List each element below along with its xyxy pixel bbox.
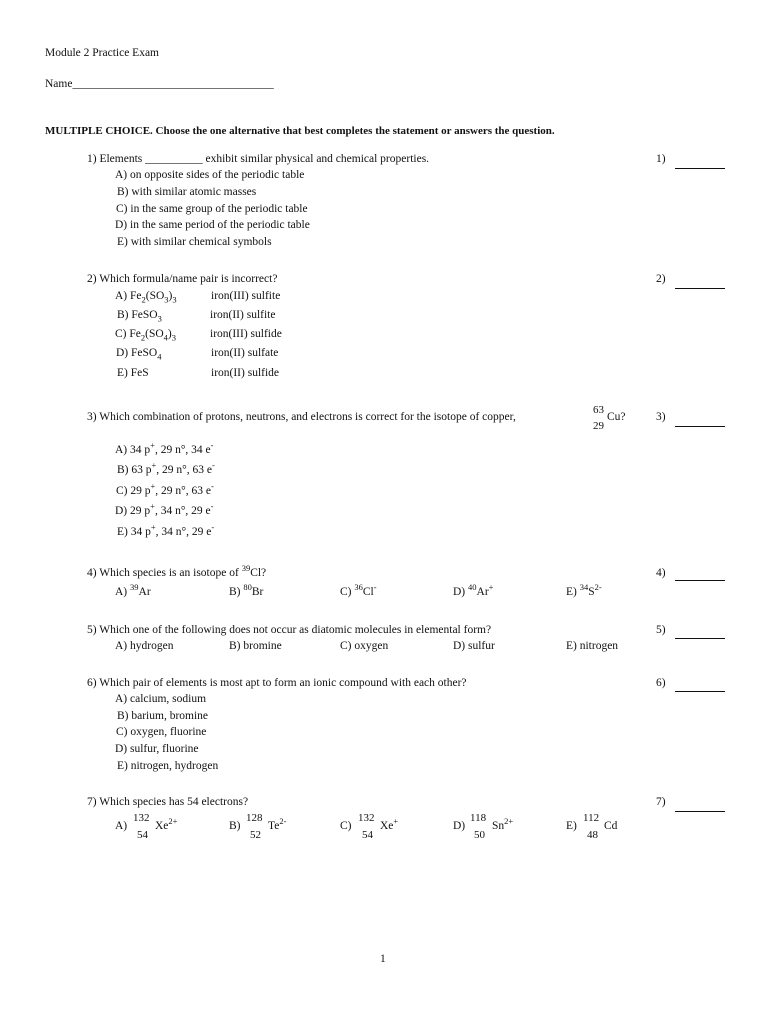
formula-name: iron(II) sulfide: [211, 367, 280, 379]
question-stem: 4) Which species is an isotope of $^{39}$Cl?: [87, 563, 267, 579]
choice-b[interactable]: B) barium, bromine: [117, 710, 209, 722]
choice-e[interactable]: E) with similar chemical symbols: [117, 236, 272, 248]
choice-a[interactable]: A) hydrogen: [115, 640, 174, 652]
choice-e[interactable]: [117, 366, 149, 380]
choice-a[interactable]: A) on opposite sides of the periodic table: [115, 169, 305, 181]
answer-blank[interactable]: [675, 426, 725, 427]
choice-letter: D): [116, 347, 129, 359]
formula-name: iron(III) sulfide: [210, 328, 282, 340]
formula: $Fe_2(SO_4)_3$: [129, 328, 176, 343]
question-stem: 7) Which species has 54 electrons?: [87, 796, 249, 808]
choice-c[interactable]: C) oxygen: [340, 640, 389, 652]
answer-blank[interactable]: [675, 811, 725, 812]
choice-c[interactable]: [115, 327, 176, 341]
choice-e[interactable]: E) nitrogen: [566, 640, 619, 652]
question-stem: 5) Which one of the following does not occur as diatomic molecules in elemental form?: [87, 624, 492, 636]
choice-e[interactable]: E) nitrogen, hydrogen: [117, 760, 219, 772]
choice-c[interactable]: C) in the same group of the periodic table: [116, 203, 308, 215]
question-stem: 6) Which pair of elements is most apt to form an ionic compound with each other?: [87, 677, 467, 689]
choice-d[interactable]: D) in the same period of the periodic table: [115, 219, 310, 231]
choice-letter: E): [117, 367, 128, 379]
choice-d[interactable]: [116, 346, 161, 360]
mass-number: 118: [470, 812, 487, 824]
choice-a[interactable]: [115, 289, 177, 303]
isotope-mass-number: 63: [593, 404, 604, 416]
answer-blank[interactable]: [675, 580, 725, 581]
question-number: 1): [656, 153, 666, 165]
choice-b[interactable]: B) 63 p+, 29 n°, 63 e-: [117, 460, 215, 476]
choice-letter: C): [115, 328, 127, 340]
choice-d[interactable]: D) $^{40}$Ar+: [453, 582, 494, 598]
question-number: 5): [656, 624, 666, 636]
answer-blank[interactable]: [675, 638, 725, 639]
formula-name: iron(III) sulfite: [211, 290, 281, 302]
choice-c[interactable]: C) oxygen, fluorine: [116, 726, 207, 738]
atomic-number: 54: [137, 829, 148, 841]
formula: FeS: [130, 367, 149, 379]
isotope-symbol: Cu?: [607, 411, 626, 423]
choice-b[interactable]: B) with similar atomic masses: [117, 186, 257, 198]
choice-letter: A): [115, 290, 128, 302]
choice-d[interactable]: D) sulfur, fluorine: [115, 743, 199, 755]
mass-number: 132: [358, 812, 375, 824]
choice-c[interactable]: C) 29 p+, 29 n°, 63 e-: [116, 481, 214, 497]
choice-b[interactable]: B) $^{80}$Br: [229, 582, 264, 598]
question-number: 4): [656, 567, 666, 579]
question-number: 6): [656, 677, 666, 689]
mass-number: 132: [133, 812, 150, 824]
choice-d[interactable]: D) sulfur: [453, 640, 495, 652]
choice-a[interactable]: A) calcium, sodium: [115, 693, 207, 705]
mass-number: 112: [583, 812, 600, 824]
name-field[interactable]: Name___________________________________: [45, 78, 274, 90]
isotope-atomic-number: 29: [593, 420, 604, 432]
answer-blank[interactable]: [675, 691, 725, 692]
question-number: 3): [656, 411, 666, 423]
exam-title: Module 2 Practice Exam: [45, 47, 160, 59]
atomic-number: 52: [250, 829, 261, 841]
choice-a[interactable]: A) 34 p+, 29 n°, 34 e-: [115, 440, 214, 456]
question-stem: 3) Which combination of protons, neutrons, and electrons is correct for the isotope of copper,: [87, 411, 516, 423]
question-stem: 2) Which formula/name pair is incorrect?: [87, 273, 278, 285]
choice-b[interactable]: B) bromine: [229, 640, 282, 652]
choice-a[interactable]: A) $^{39}$Ar: [115, 582, 151, 598]
page-number: 1: [380, 953, 386, 965]
atomic-number: 50: [474, 829, 485, 841]
answer-blank[interactable]: [675, 168, 725, 169]
question-number: 2): [656, 273, 666, 285]
choice-b[interactable]: [117, 308, 162, 322]
choice-c[interactable]: C) $^{36}$Cl-: [340, 582, 377, 598]
atomic-number: 48: [587, 829, 598, 841]
choice-e[interactable]: E) 34 p+, 34 n°, 29 e-: [117, 522, 215, 538]
formula: $Fe_2(SO_3)_3$: [130, 290, 177, 305]
instructions: MULTIPLE CHOICE. Choose the one alternative that best completes the statement or answers the question.: [45, 125, 555, 137]
question-stem: 1) Elements __________ exhibit similar physical and chemical properties.: [87, 153, 430, 165]
atomic-number: 54: [362, 829, 373, 841]
formula-name: iron(II) sulfate: [211, 347, 279, 359]
mass-number: 128: [246, 812, 263, 824]
answer-blank[interactable]: [675, 288, 725, 289]
formula: FeSO$_4$: [131, 347, 162, 362]
formula-name: iron(II) sulfite: [210, 309, 276, 321]
question-number: 7): [656, 796, 666, 808]
formula: FeSO$_3$: [131, 309, 162, 324]
choice-d[interactable]: D) 29 p+, 34 n°, 29 e-: [115, 501, 214, 517]
choice-letter: B): [117, 309, 129, 321]
choice-e[interactable]: E) $^{34}S^{2-}$: [566, 582, 602, 598]
